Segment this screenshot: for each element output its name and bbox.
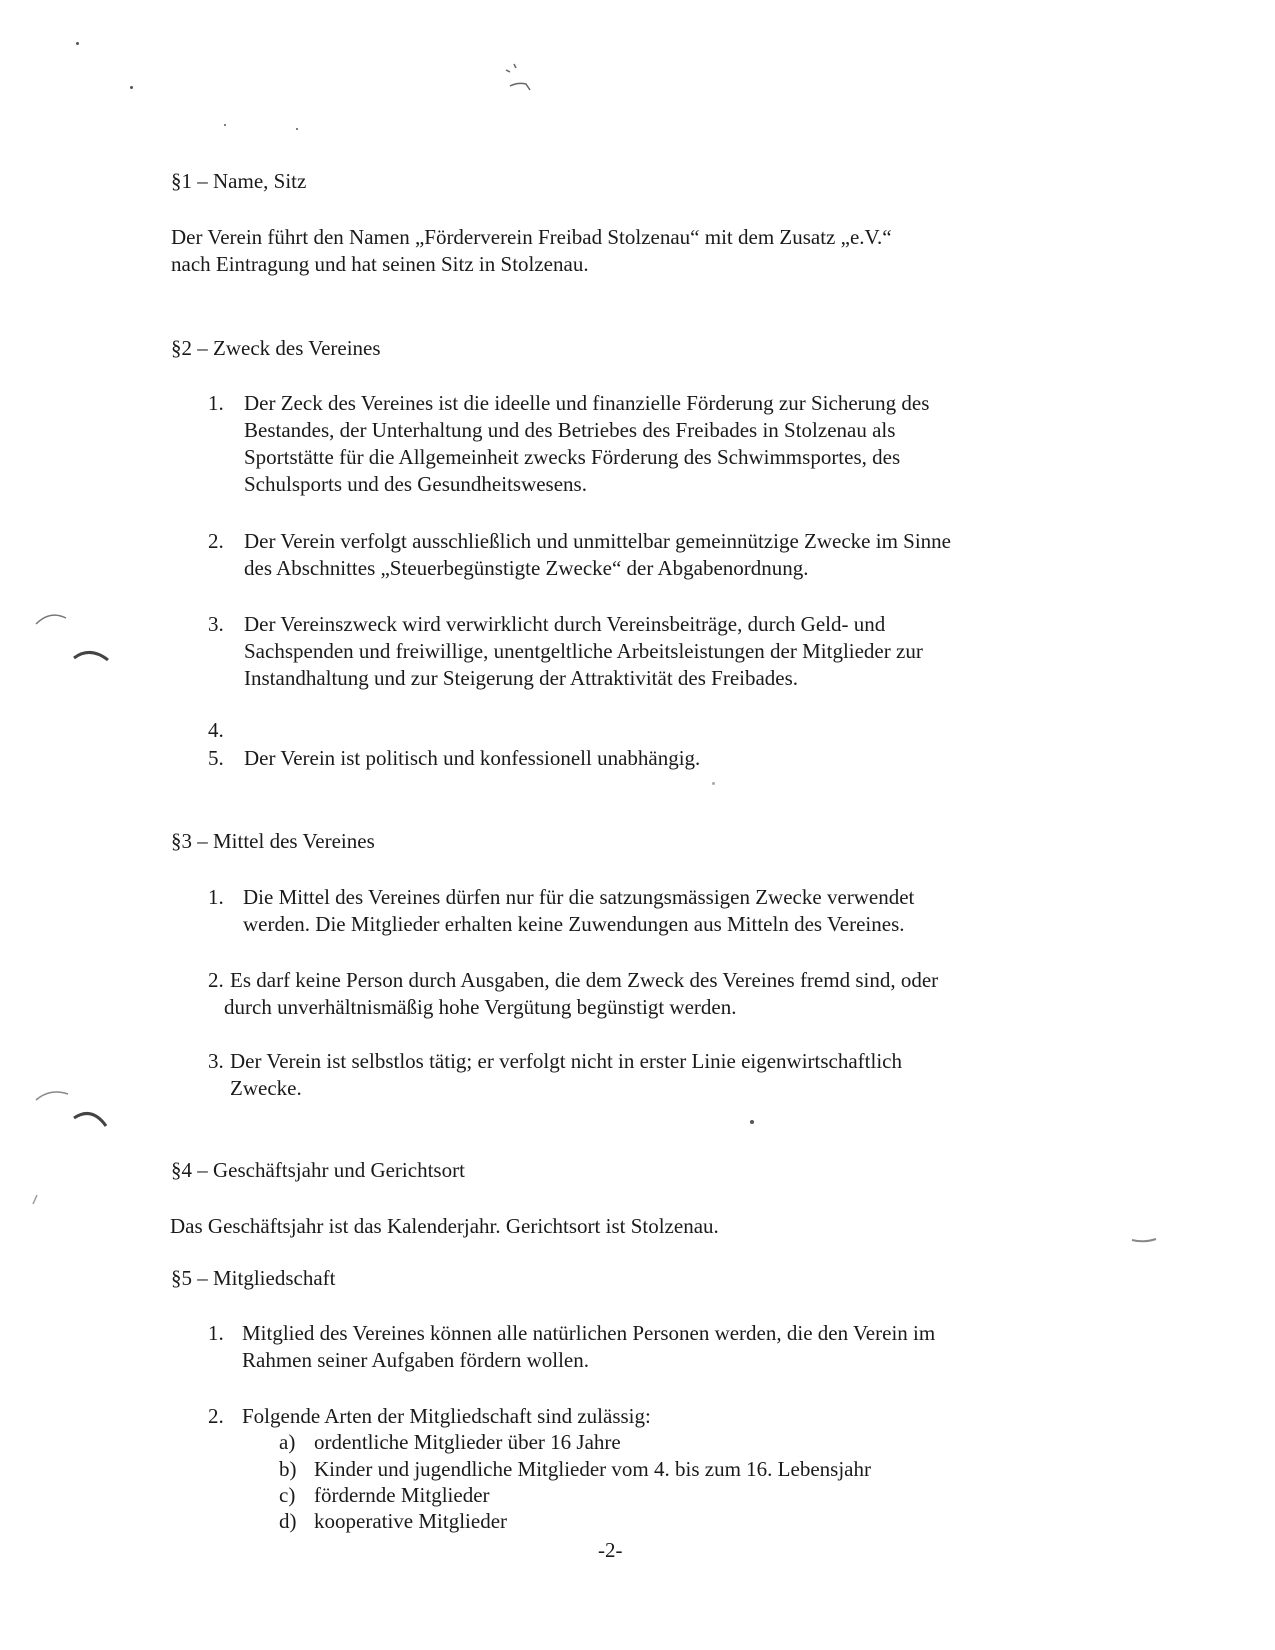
list-item-line: Zwecke.	[230, 1076, 302, 1100]
list-item-line: Der Zeck des Vereines ist die ideelle und finanzielle Förderung zur Sicherung des	[244, 391, 930, 415]
scan-speck	[296, 128, 298, 130]
scan-speck	[224, 124, 226, 126]
sublist-label: a)	[279, 1430, 296, 1454]
list-item-line: Bestandes, der Unterhaltung und des Betriebes des Freibades in Stolzenau als	[244, 418, 896, 442]
list-item-line: Folgende Arten der Mitgliedschaft sind zulässig:	[242, 1404, 651, 1428]
paragraph-line: Der Verein führt den Namen „Förderverein Freibad Stolzenau“ mit dem Zusatz „e.V.“	[171, 225, 892, 249]
list-item-line: des Abschnittes „Steuerbegünstigte Zwecke“ der Abgabenordnung.	[244, 556, 809, 580]
list-number: 1.	[208, 885, 224, 909]
list-item-line: Mitglied des Vereines können alle natürlichen Personen werden, die den Verein im	[242, 1321, 936, 1345]
list-item-line: Der Verein ist selbstlos tätig; er verfolgt nicht in erster Linie eigenwirtschaftlich	[230, 1049, 902, 1073]
paragraph-line: Das Geschäftsjahr ist das Kalenderjahr. Gerichtsort ist Stolzenau.	[170, 1214, 719, 1238]
scan-mark	[30, 1192, 40, 1206]
sublist-item: ordentliche Mitglieder über 16 Jahre	[314, 1430, 621, 1454]
list-item-line: Es darf keine Person durch Ausgaben, die dem Zweck des Vereines fremd sind, oder	[230, 968, 939, 992]
scan-mark	[1130, 1234, 1160, 1246]
list-item-line: Der Verein verfolgt ausschließlich und unmittelbar gemeinnützige Zwecke im Sinne	[244, 529, 951, 553]
section-heading: §2 – Zweck des Vereines	[171, 336, 381, 360]
sublist-item: Kinder und jugendliche Mitglieder vom 4. bis zum 16. Lebensjahr	[314, 1457, 871, 1481]
list-number: 1.	[208, 391, 224, 415]
sublist-item: kooperative Mitglieder	[314, 1509, 508, 1533]
section-heading: §1 – Name, Sitz	[171, 169, 307, 193]
list-item-line: durch unverhältnismäßig hohe Vergütung begünstigt werden.	[224, 995, 737, 1019]
scan-speck	[130, 86, 133, 89]
section-heading: §3 – Mittel des Vereines	[171, 829, 375, 853]
list-number: 4.	[208, 718, 224, 742]
list-number: 2.	[208, 1404, 224, 1428]
list-number: 2.	[208, 529, 224, 553]
scan-speck	[76, 42, 79, 45]
section-heading: §5 – Mitgliedschaft	[171, 1266, 336, 1290]
hole-punch-mark	[34, 1082, 114, 1152]
scan-speck	[712, 782, 715, 785]
sublist-label: c)	[279, 1483, 296, 1507]
list-item-line: Die Mittel des Vereines dürfen nur für die satzungsmässigen Zwecke verwendet	[243, 885, 915, 909]
scan-speck	[750, 1120, 754, 1124]
list-item-line: Sportstätte für die Allgemeinheit zwecks Förderung des Schwimmsportes, des	[244, 445, 901, 469]
list-item-line: Instandhaltung und zur Steigerung der Attraktivität des Freibades.	[244, 666, 799, 690]
list-item-line: Sachspenden und freiwillige, unentgeltliche Arbeitsleistungen der Mitglieder zur	[244, 639, 923, 663]
list-item-line: werden. Die Mitglieder erhalten keine Zuwendungen aus Mitteln des Vereines.	[243, 912, 905, 936]
list-item-line: Schulsports und des Gesundheitswesens.	[244, 472, 587, 496]
list-number: 3.	[208, 612, 224, 636]
sublist-label: d)	[279, 1509, 297, 1533]
list-item-line: Der Vereinszweck wird verwirklicht durch Vereinsbeiträge, durch Geld- und	[244, 612, 886, 636]
section-heading: §4 – Geschäftsjahr und Gerichtsort	[171, 1158, 465, 1182]
scan-mark	[500, 60, 540, 100]
list-number: 5.	[208, 746, 224, 770]
sublist-item: fördernde Mitglieder	[314, 1483, 490, 1507]
sublist-label: b)	[279, 1457, 297, 1481]
list-item-line: Rahmen seiner Aufgaben fördern wollen.	[242, 1348, 589, 1372]
paragraph-line: nach Eintragung und hat seinen Sitz in Stolzenau.	[171, 252, 589, 276]
list-number: 3.	[208, 1049, 224, 1073]
hole-punch-mark	[34, 606, 114, 676]
list-number: 1.	[208, 1321, 224, 1345]
page-number: -2-	[598, 1538, 623, 1562]
list-number: 2.	[208, 968, 224, 992]
list-item-line: Der Verein ist politisch und konfessionell unabhängig.	[244, 746, 701, 770]
